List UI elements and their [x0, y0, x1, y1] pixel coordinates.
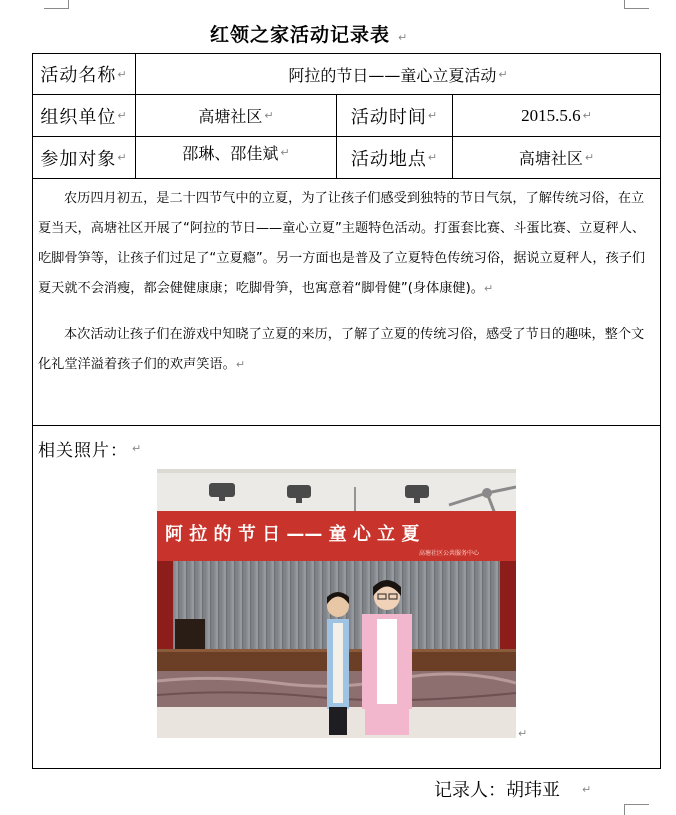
page-corner-mark [44, 0, 69, 9]
recorder-label: 记录人： [434, 780, 506, 801]
paragraph-mark: ↵ [398, 31, 408, 44]
person-left [327, 592, 349, 735]
organizer-label: 组织单位 [40, 106, 117, 128]
paragraph-mark: ↵ [117, 151, 128, 164]
paragraph-mark: ↵ [264, 109, 274, 122]
paragraph-mark: ↵ [117, 109, 128, 122]
paragraph-mark: ↵ [132, 441, 143, 455]
paragraph-mark: ↵ [280, 145, 290, 159]
content-paragraph-2: 本次活动让孩子们在游戏中知晓了立夏的来历，了解了立夏的传统习俗，感受了节日的趣味，整个文化礼堂洋溢着孩子们的欢声笑语。↵ [38, 327, 645, 372]
paragraph-mark: ↵ [427, 151, 439, 164]
paragraph-mark: ↵ [427, 109, 439, 122]
document-title: 红领之家活动记录表 [209, 24, 390, 46]
paragraph-mark: ↵ [498, 67, 508, 81]
activity-name-label: 活动名称 [40, 65, 117, 86]
paragraph-mark: ↵ [584, 151, 595, 164]
activity-photo [157, 469, 516, 738]
paragraph-mark: ↵ [235, 358, 246, 371]
page-corner-mark [624, 804, 649, 815]
activity-name-value: 阿拉的节日——童心立夏活动 [288, 65, 497, 85]
location-value: 高塘社区 [518, 149, 583, 168]
paragraph-mark: ↵ [582, 109, 592, 122]
location-label: 活动地点 [350, 148, 427, 170]
paragraph-mark: ↵ [483, 282, 494, 295]
paragraph-mark: ↵ [582, 782, 592, 796]
banner-text: 阿 拉 的 节 日 —— 童 心 立 夏 [165, 524, 420, 545]
page-corner-mark [624, 0, 649, 9]
participants-label: 参加对象 [40, 148, 117, 170]
participants-value: 邵琳、邵佳斌 [182, 143, 279, 163]
paragraph-mark: ↵ [518, 727, 528, 740]
content-paragraph-1: 农历四月初五，是二十四节气中的立夏，为了让孩子们感受到独特的节日气氛，了解传统习俗，在立夏当天，高塘社区开展了“阿拉的节日——童心立夏”主题特色活动。打蛋套比赛、斗蛋比赛、立夏秤人、吃脚骨笋等，让孩子们过足了“立夏瘾”。另一方面也是普及了立夏特色传统习俗，据说立夏秤人，孩子们夏天就不会消瘦，都会健健康康；吃脚骨笋，也寓意着“脚骨健”(身体康健)。↵ [38, 191, 646, 296]
organizer-value: 高塘社区 [198, 107, 263, 126]
paragraph-mark: ↵ [117, 67, 128, 81]
banner-subtext: 高塘社区公共服务中心 [419, 550, 480, 557]
recorder-name: 胡玮亚 [506, 780, 560, 801]
time-label: 活动时间 [350, 106, 427, 128]
time-value: 2015.5.6 [521, 105, 581, 125]
photos-label: 相关照片： [38, 440, 128, 461]
